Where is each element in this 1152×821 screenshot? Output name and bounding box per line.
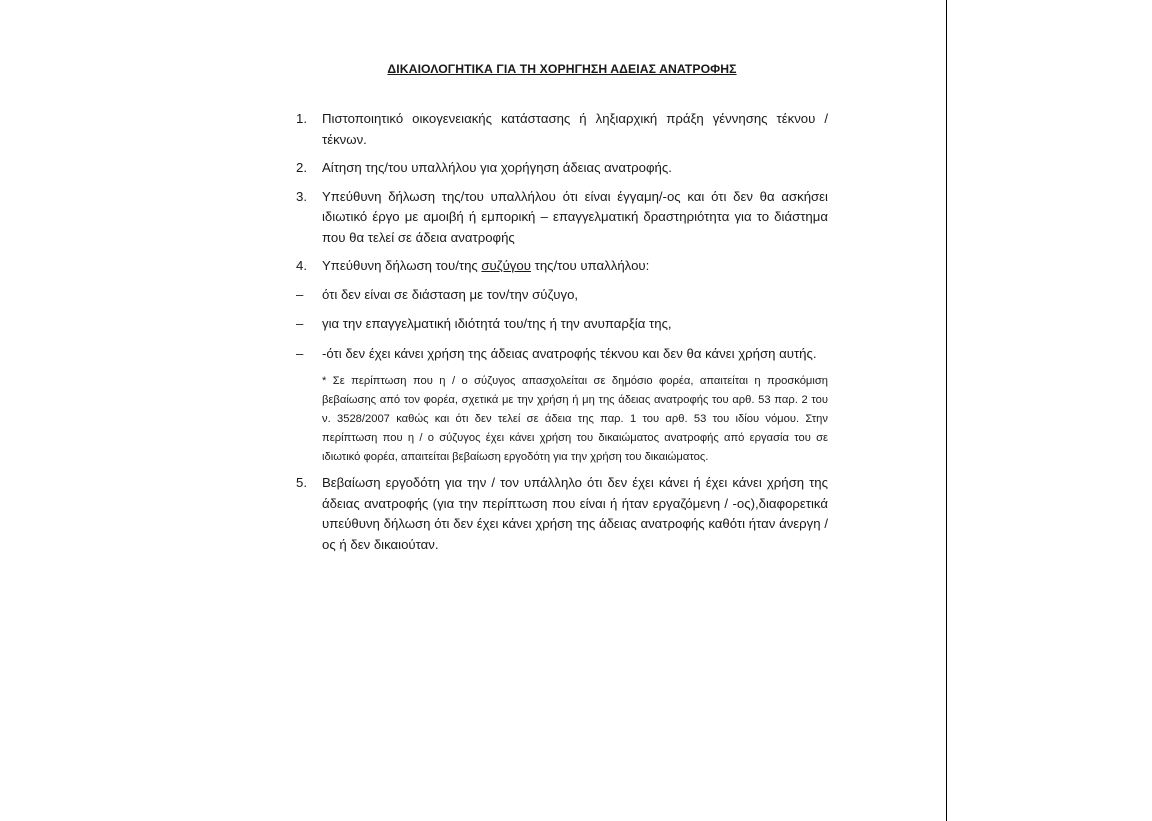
list-number: 5. [296,475,307,490]
document-page [296,62,828,563]
text-fragment: Υπεύθυνη δήλωση του/της [322,258,482,273]
dash-item-text: ότι δεν είναι σε διάσταση με τον/την σύζυγο, [322,286,579,302]
list-number: 4. [296,258,307,273]
list-item-text: Αίτηση της/του υπαλλήλου για χορήγηση άδειας ανατροφής. [322,160,672,175]
dash-item-text: -ότι δεν έχει κάνει χρήση της άδειας ανατροφής τέκνου και δεν θα κάνει χρήση αυτής. [322,345,817,361]
underlined-word: συζύγου [481,258,531,273]
list-item [296,473,828,555]
dash-list-item [296,285,828,306]
dash-marker: – [296,316,304,331]
list-item [296,158,828,179]
list-item [296,187,828,249]
list-item-text: Πιστοποιητικό οικογενειακής κατάστασης ή ληξιαρχική πράξη γέννησης τέκνου / τέκνων. [322,111,828,147]
document-title: ΔΙΚΑΙΟΛΟΓΗΤΙΚΑ ΓΙΑ ΤΗ ΧΟΡΗΓΗΣΗ ΑΔΕΙΑΣ ΑΝΑΤΡΟΦΗΣ [387,62,737,76]
dash-marker: – [296,345,304,361]
dash-list-item [296,344,828,365]
page-edge-divider [946,0,947,821]
dash-marker: – [296,286,304,302]
list-item [296,256,828,277]
dash-list-item [296,314,828,335]
dash-item-text: για την επαγγελματική ιδιότητά του/της ή την ανυπαρξία της, [322,316,672,331]
list-item-text: Βεβαίωση εργοδότη για την / τον υπάλληλο ότι δεν έχει κάνει ή έχει κάνει χρήση της άδειας ανατροφής (για την περίπτωση που είναι ή ήταν εργαζόμενη / -ος),διαφορετικά υπεύθυνη δήλωση ότι δεν έχει κάνει χρήση της άδειας ανατροφής καθότι ήταν άνεργη / ος ή δεν δικαιούταν. [322,475,828,552]
list-number: 3. [296,188,307,204]
list-item [296,109,828,150]
text-fragment: της/του υπαλλήλου: [530,258,650,273]
list-number: 2. [296,160,307,175]
list-item-text: Υπεύθυνη δήλωση της/του υπαλλήλου ότι είναι έγγαμη/-ος και ότι δεν θα ασκήσει ιδιωτικό έργο με αμοιβή ή εμπορική – επαγγελματική δραστηριότητα για το διάστημα που θα τελεί σε άδεια ανατροφής [322,188,828,245]
list-number: 1. [296,111,307,126]
footnote: * Σε περίπτωση που η / ο σύζυγος απασχολείται σε δημόσιο φορέα, απαιτείται η προσκόμιση βεβαίωσης από τον φορέα, σχετικά με την χρήση ή μη της άδειας ανατροφής του αρθ. 53 παρ. 2 του ν. 3528/2007 καθώς και ότι δεν τελεί σε άδεια της παρ. 1 του αρθ. 53 του ιδίου νόμου. Στην περίπτωση που η / ο σύζυγος έχει κάνει χρήση του δικαιώματος ανατροφής από εργασία του σε ιδιωτικό φορέα, απαιτείται βεβαίωση εργοδότη για την χρήση του δικαιώματος. [322,375,828,463]
list-item-text [322,256,828,277]
